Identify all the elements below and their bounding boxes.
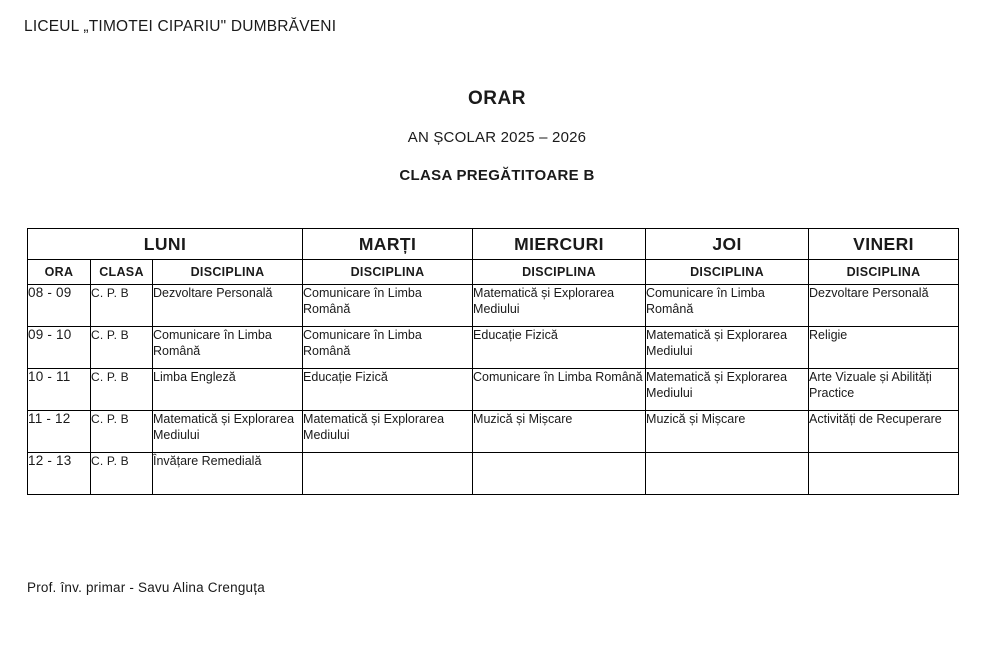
table-row — [28, 411, 959, 453]
cell-class: C. P. B — [91, 411, 153, 453]
cell-subject-wednesday — [473, 453, 646, 495]
timetable-container — [27, 228, 958, 495]
cell-subject-thursday: Matematică și Explorarea Mediului — [646, 327, 809, 369]
cell-subject-tuesday: Educație Fizică — [303, 369, 473, 411]
sub-header-discipline-tuesday: DISCIPLINA — [303, 260, 473, 285]
day-header-friday: VINERI — [809, 229, 959, 260]
cell-class: C. P. B — [91, 285, 153, 327]
cell-hour: 11 - 12 — [28, 411, 91, 453]
table-row — [28, 369, 959, 411]
day-header-tuesday: MARȚI — [303, 229, 473, 260]
document-title: ORAR — [468, 88, 526, 109]
timetable — [27, 228, 959, 495]
cell-subject-wednesday: Educație Fizică — [473, 327, 646, 369]
teacher-signature-line: Prof. înv. primar - Savu Alina Crenguța — [27, 580, 265, 595]
day-header-monday: LUNI — [28, 229, 303, 260]
cell-subject-tuesday — [303, 453, 473, 495]
cell-subject-tuesday: Comunicare în Limba Română — [303, 285, 473, 327]
day-header-row — [28, 229, 959, 260]
table-row — [28, 453, 959, 495]
cell-subject-friday: Dezvoltare Personală — [809, 285, 959, 327]
cell-hour: 10 - 11 — [28, 369, 91, 411]
table-row — [28, 327, 959, 369]
cell-subject-thursday — [646, 453, 809, 495]
cell-subject-thursday: Matematică și Explorarea Mediului — [646, 369, 809, 411]
sub-header-row — [28, 260, 959, 285]
cell-subject-tuesday: Comunicare în Limba Română — [303, 327, 473, 369]
cell-subject-friday: Religie — [809, 327, 959, 369]
school-year: AN ȘCOLAR 2025 – 2026 — [407, 129, 587, 146]
sub-header-discipline-thursday: DISCIPLINA — [646, 260, 809, 285]
sub-header-discipline-wednesday: DISCIPLINA — [473, 260, 646, 285]
cell-subject-monday: Matematică și Explorarea Mediului — [153, 411, 303, 453]
cell-hour: 08 - 09 — [28, 285, 91, 327]
cell-subject-wednesday: Matematică și Explorarea Mediului — [473, 285, 646, 327]
title-block — [0, 88, 994, 184]
cell-class: C. P. B — [91, 327, 153, 369]
cell-subject-monday: Dezvoltare Personală — [153, 285, 303, 327]
cell-subject-wednesday: Muzică și Mișcare — [473, 411, 646, 453]
cell-hour: 09 - 10 — [28, 327, 91, 369]
sub-header-discipline-friday: DISCIPLINA — [809, 260, 959, 285]
cell-subject-monday: Comunicare în Limba Română — [153, 327, 303, 369]
cell-subject-thursday: Muzică și Mișcare — [646, 411, 809, 453]
cell-subject-monday: Limba Engleză — [153, 369, 303, 411]
cell-subject-friday: Arte Vizuale și Abilități Practice — [809, 369, 959, 411]
cell-subject-friday: Activități de Recuperare — [809, 411, 959, 453]
sub-header-class: CLASA — [91, 260, 153, 285]
timetable-head — [28, 229, 959, 285]
cell-subject-friday — [809, 453, 959, 495]
day-header-thursday: JOI — [646, 229, 809, 260]
cell-subject-monday: Învățare Remedială — [153, 453, 303, 495]
sub-header-discipline-monday: DISCIPLINA — [153, 260, 303, 285]
cell-class: C. P. B — [91, 453, 153, 495]
day-header-wednesday: MIERCURI — [473, 229, 646, 260]
class-name: CLASA PREGĂTITOARE B — [399, 167, 595, 184]
cell-class: C. P. B — [91, 369, 153, 411]
timetable-body — [28, 285, 959, 495]
cell-subject-wednesday: Comunicare în Limba Română — [473, 369, 646, 411]
cell-hour: 12 - 13 — [28, 453, 91, 495]
table-row — [28, 285, 959, 327]
cell-subject-tuesday: Matematică și Explorarea Mediului — [303, 411, 473, 453]
cell-subject-thursday: Comunicare în Limba Română — [646, 285, 809, 327]
sub-header-hour: ORA — [28, 260, 91, 285]
school-name: LICEUL „TIMOTEI CIPARIU" DUMBRĂVENI — [24, 18, 337, 35]
